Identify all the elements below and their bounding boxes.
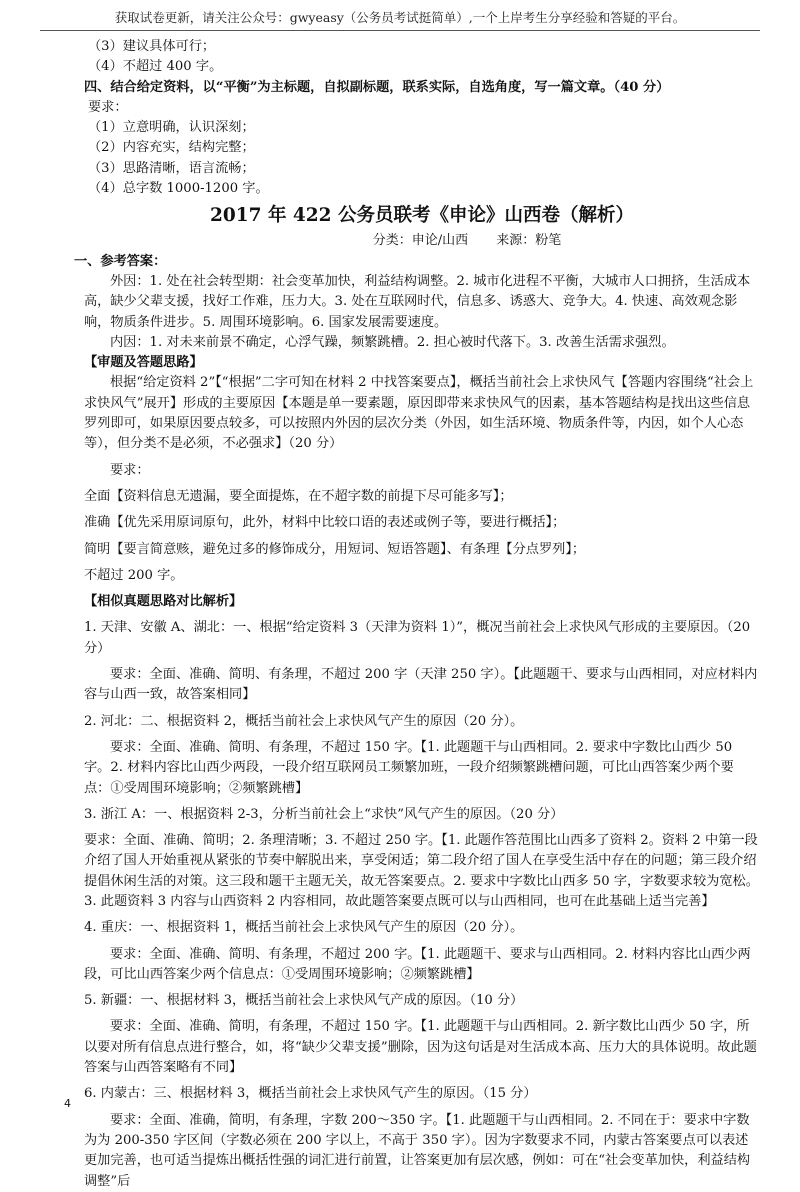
compare-question: 1. 天津、安徽 A、湖北：一、根据“给定资料 3（天津为资料 1）”，概况当前社会上求快风气形成的主要原因。（20 分） bbox=[84, 620, 751, 656]
requirement-comprehensive: 全面【资料信息无遗漏，要全面提炼，在不超字数的前提下尽可能多写】； bbox=[84, 488, 513, 504]
compare-analysis: 要求：全面、准确、简明、有条理，不超过 200 字（天津 250 字）。【此题题干、要求与山西相同，对应材料内容与山西一致，故答案相同】 bbox=[84, 667, 758, 703]
section-heading: 一、参考答案： bbox=[74, 253, 167, 269]
compare-question: 3. 浙江 A：一、根据资料 2-3，分析当前社会上“求快”风气产生的原因。（20 分） bbox=[84, 806, 564, 822]
compare-analysis: 要求：全面、准确、简明，有条理，不超过 150 字。【1. 此题题干与山西相同。2. 新字数比山西少 50 字，所以要对所有信息点进行整合，如，将“缺少父辈支援”删除，因为这句话是对生活成本高、压力大的具体说明。故此题答案与山西答案略有不同】 bbox=[84, 1019, 757, 1076]
requirement-accurate: 准确【优先采用原词原句，此外，材料中比较口语的表述或例子等，要进行概括】； bbox=[84, 515, 566, 531]
document-meta bbox=[84, 231, 760, 251]
requirement-line: （4）总字数 1000-1200 字。 bbox=[88, 181, 269, 197]
document-title: 2017 年 422 公务员联考《申论》山西卷（解析） bbox=[210, 205, 634, 227]
answer-outer-causes: 外因：1. 处在社会转型期：社会变革加快，利益结构调整。2. 城市化进程不平衡，大城市人口拥挤，生活成本高，缺少父辈支援，找好工作难，压力大。3. 处在互联网时代，信息多、诱惑大、竞争大。4. 快速、高效观念影响，物质条件进步。5. 周围环境影响。6. 国家发展需要速度。 bbox=[84, 273, 751, 330]
header-divider bbox=[40, 30, 760, 31]
compare-analysis: 要求：全面、准确，简明，有条理，字数 200～350 字。【1. 此题题干与山西相同。2. 不同在于：要求中字数为为 200-350 字区间（字数必须在 200 字以上，不高于 350 字）。因为字数要求不同，内蒙古答案要点可以表述更加完善，也可适当提炼出概括性强的词汇进行前置，让答案更加有层次感，例如：可在“社会变革加快，利益结构调整”后 bbox=[84, 1112, 751, 1189]
requirement-line: （1）立意明确，认识深刻； bbox=[88, 120, 255, 136]
requirement-line: （3）建议具体可行； bbox=[88, 39, 216, 54]
compare-question: 2. 河北：二、根据资料 2，概括当前社会上求快风气产生的原因（20 分）。 bbox=[84, 713, 524, 729]
compare-question: 5. 新疆：一、根据材料 3，概括当前社会上求快风气产成的原因。（10 分） bbox=[84, 993, 524, 1009]
answer-inner-causes: 内因：1. 对未来前景不确定，心浮气躁，频繁跳槽。2. 担心被时代落下。3. 改善生活需求强烈。 bbox=[110, 334, 675, 350]
requirement-label: 要求： bbox=[88, 99, 128, 115]
page-header: 获取试卷更新，请关注公众号：gwyeasy（公务员考试挺简单）,一个上岸考生分享经验和答疑的平台。 bbox=[114, 10, 686, 25]
compare-analysis: 要求：全面、准确、简明；2. 条理清晰；3. 不超过 250 字。【1. 此题作答范围比山西多了资料 2。资料 2 中第一段介绍了国人开始重视从紧张的节奏中解脱出来，享受闲适；第二段介绍了国人在享受生活中存在的问题；第三段介绍提倡休闲生活的对策。这三段和题干主题无关，故无答案要点。2. 要求中字数比山西多 50 字，字数要求较为宽松。3. 此题资料 3 内容与山西资料 2 内容相同，故此题答案要点既可以与山西相同，也可在此基础上适当完善】 bbox=[84, 833, 759, 909]
requirement-line: （3）思路清晰，语言流畅； bbox=[88, 160, 255, 176]
requirement-line: （4）不超过 400 字。 bbox=[88, 59, 223, 75]
compare-question: 6. 内蒙古：三、根据材料 3，概括当前社会上求快风气产生的原因。（15 分） bbox=[84, 1086, 537, 1102]
requirement-line: （2）内容充实，结构完整； bbox=[88, 140, 255, 156]
thinking-paragraph: 根据“给定资料 2”【“根据”二字可知在材料 2 中找答案要点】，概括当前社会上求快风气【答题内容围绕“社会上求快风气”展开】形成的主要原因【本题是单一要素题，原因即带来求快风气的因素，基本答题结构是找出这些信息罗列即可，如果原因要点较多，可以按照内外因的层次分类（外因，如生活环境、物质条件等，内因，如个人心态等），但分类不是必须，不必强求】（20 分） bbox=[84, 375, 754, 452]
category-label: 分类：申论/山西 bbox=[372, 233, 469, 249]
source-label: 来源：粉笔 bbox=[496, 233, 562, 249]
compare-question: 4. 重庆：一、根据资料 1，概括当前社会上求快风气产生的原因（20 分）。 bbox=[84, 920, 524, 936]
page-number: 4 bbox=[64, 1097, 71, 1110]
thinking-heading: 【审题及答题思路】 bbox=[84, 355, 203, 371]
question-4-title: 四、结合给定资料，以“平衡”为主标题，自拟副标题，联系实际，自选角度，写一篇文章。（40 分） bbox=[84, 79, 670, 95]
requirement-concise: 简明【要言简意赅，避免过多的修饰成分，用短词、短语答题】、有条理【分点罗列】； bbox=[84, 541, 586, 557]
requirement-word-limit: 不超过 200 字。 bbox=[84, 567, 184, 583]
compare-heading: 【相似真题思路对比解析】 bbox=[84, 594, 243, 610]
requirement-label: 要求： bbox=[110, 462, 150, 478]
compare-analysis: 要求：全面、准确、简明、有条理，不超过 150 字。【1. 此题题干与山西相同。2. 要求中字数比山西少 50 字。2. 材料内容比山西少两段，一段介绍互联网员工频繁加班，一段介绍频繁跳槽问题，可比山西答案少两个要点：①受周围环境影响；②频繁跳槽】 bbox=[84, 739, 734, 796]
compare-analysis: 要求：全面、准确、简明、有条理，不超过 200 字。【1. 此题题干、要求与山西相同。2. 材料内容比山西少两段，可比山西答案少两个信息点：①受周围环境影响；②频繁跳槽】 bbox=[84, 946, 751, 982]
document-body bbox=[74, 37, 760, 1192]
